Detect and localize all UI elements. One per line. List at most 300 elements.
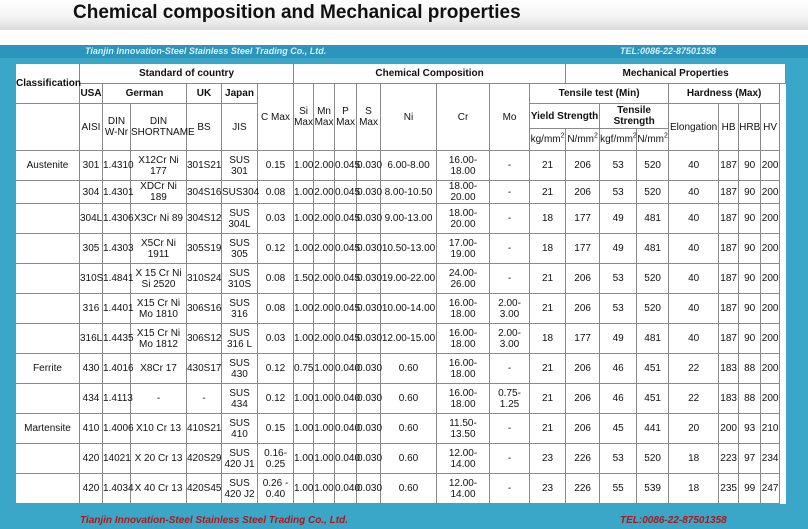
jis-cell: SUS 410: [222, 414, 258, 444]
p-max-cell: 0.040: [335, 354, 357, 384]
p-max-cell: 0.045: [335, 151, 357, 181]
s-max-cell: 0.030: [357, 384, 381, 414]
din-wnr-cell: 1.4301: [103, 181, 131, 204]
jis-cell: SUS 434: [222, 384, 258, 414]
yield-n-cell: 177: [566, 204, 600, 234]
table-row: [16, 151, 786, 181]
tensile-kgf-cell: 49: [600, 324, 637, 354]
bs-cell: 310S24: [187, 264, 222, 294]
cr-cell: 11.50-13.50: [437, 414, 490, 444]
tensile-n-cell: 451: [637, 384, 669, 414]
mn-max-cell: 2.00: [314, 294, 335, 324]
mn-max-cell: 1.00: [314, 384, 335, 414]
yield-n-cell: 177: [566, 234, 600, 264]
aisi-cell: 420: [80, 444, 103, 474]
mn-max-header: Mn Max: [314, 84, 335, 151]
ni-cell: 12.00-15.00: [381, 324, 437, 354]
din-shortname-cell: X3Cr Ni 89: [131, 204, 187, 234]
hb-cell: 200: [719, 414, 739, 444]
yield-n-cell: 206: [566, 384, 600, 414]
aisi-cell: 304: [80, 181, 103, 204]
hb-cell: 187: [719, 181, 739, 204]
hrb-cell: 88: [739, 354, 761, 384]
aisi-header: AISI: [80, 104, 103, 151]
table-row: [16, 204, 786, 234]
p-max-header: P Max: [335, 84, 357, 151]
ni-cell: 0.60: [381, 414, 437, 444]
jis-cell: SUS 304L: [222, 204, 258, 234]
bs-cell: 304S12: [187, 204, 222, 234]
tensile-n-cell: 451: [637, 354, 669, 384]
uk-header: UK: [187, 84, 222, 104]
si-max-header: Si Max: [294, 84, 314, 151]
table-body: [16, 151, 786, 504]
classification-cell: [16, 294, 80, 324]
tensile-kgf-cell: 49: [600, 204, 637, 234]
tensile-kgf-cell: 46: [600, 354, 637, 384]
s-max-cell: 0.030: [357, 474, 381, 504]
si-max-cell: 1.00: [294, 204, 314, 234]
yield-kg-cell: 21: [530, 414, 566, 444]
din-wnr-cell: 1.4113: [103, 384, 131, 414]
tensile-n-cell: 520: [637, 264, 669, 294]
aisi-cell: 420: [80, 474, 103, 504]
hv-cell: 200: [761, 384, 780, 414]
din-shortname-cell: X5Cr Ni 1911: [131, 234, 187, 264]
tensile-n-cell: 539: [637, 474, 669, 504]
yield-kg-cell: 21: [530, 181, 566, 204]
elongation-cell: 40: [669, 294, 719, 324]
ni-cell: 0.60: [381, 384, 437, 414]
s-max-header: S Max: [357, 84, 381, 151]
tensile-kgf-cell: 46: [600, 384, 637, 414]
bs-cell: 304S16: [187, 181, 222, 204]
hv-cell: 200: [761, 151, 780, 181]
cr-cell: 16.00-18.00: [437, 384, 490, 414]
p-max-cell: 0.040: [335, 414, 357, 444]
japan-header: Japan: [222, 84, 258, 104]
aisi-cell: 301: [80, 151, 103, 181]
ni-cell: 9.00-13.00: [381, 204, 437, 234]
jis-header: JIS: [222, 104, 258, 151]
yield-n-cell: 206: [566, 264, 600, 294]
p-max-cell: 0.040: [335, 474, 357, 504]
hv-cell: 247: [761, 474, 780, 504]
yield-kg-cell: 21: [530, 151, 566, 181]
c-max-cell: 0.08: [258, 264, 294, 294]
elongation-cell: 40: [669, 204, 719, 234]
mn-max-cell: 1.00: [314, 414, 335, 444]
elongation-cell: 22: [669, 354, 719, 384]
table-row: [16, 444, 786, 474]
din-shortname-cell: -: [131, 384, 187, 414]
ni-cell: 0.60: [381, 474, 437, 504]
cr-cell: 18.00-20.00: [437, 204, 490, 234]
unit-n-mm2: $N/mm^2$: [566, 129, 600, 151]
title-bar: [0, 0, 808, 30]
tensile-n-cell: 520: [637, 444, 669, 474]
hrb-header: HRB: [739, 104, 761, 151]
table-row: [16, 354, 786, 384]
s-max-cell: 0.030: [357, 354, 381, 384]
classification-cell: [16, 264, 80, 294]
classification-header: Classification: [16, 64, 80, 104]
mo-cell: -: [490, 151, 530, 181]
din-wnr-cell: 1.4303: [103, 234, 131, 264]
cr-cell: 12.00-14.00: [437, 444, 490, 474]
hrb-cell: 93: [739, 414, 761, 444]
s-max-cell: 0.030: [357, 324, 381, 354]
tensile-kgf-cell: 53: [600, 151, 637, 181]
din-shortname-cell: X 15 Cr Ni Si 2520: [131, 264, 187, 294]
hrb-cell: 90: [739, 324, 761, 354]
yield-n-cell: 206: [566, 294, 600, 324]
mo-cell: -: [490, 444, 530, 474]
hv-cell: 200: [761, 354, 780, 384]
aisi-cell: 410: [80, 414, 103, 444]
din-shortname-cell: X15 Cr Ni Mo 1812: [131, 324, 187, 354]
german-header: German: [103, 84, 187, 104]
classification-cell: [16, 204, 80, 234]
tensile-n-cell: 481: [637, 324, 669, 354]
ni-cell: 19.00-22.00: [381, 264, 437, 294]
si-max-cell: 1.00: [294, 474, 314, 504]
hb-header: HB: [719, 104, 739, 151]
cr-cell: 12.00-14.00: [437, 474, 490, 504]
tensile-test-header: Tensile test (Min): [530, 84, 669, 104]
yield-kg-cell: 21: [530, 294, 566, 324]
c-max-cell: 0.12: [258, 234, 294, 264]
yield-n-cell: 206: [566, 151, 600, 181]
hb-cell: 187: [719, 234, 739, 264]
jis-cell: SUS 305: [222, 234, 258, 264]
mn-max-cell: 2.00: [314, 204, 335, 234]
aisi-cell: 434: [80, 384, 103, 414]
ni-cell: 0.60: [381, 354, 437, 384]
mo-cell: -: [490, 264, 530, 294]
mo-cell: -: [490, 234, 530, 264]
bs-cell: 420S45: [187, 474, 222, 504]
p-max-cell: 0.040: [335, 384, 357, 414]
s-max-cell: 0.030: [357, 264, 381, 294]
hv-cell: 200: [761, 264, 780, 294]
yield-n-cell: 226: [566, 444, 600, 474]
si-max-cell: 0.75: [294, 354, 314, 384]
table-row: [16, 414, 786, 444]
p-max-cell: 0.045: [335, 204, 357, 234]
tensile-n-cell: 441: [637, 414, 669, 444]
aisi-cell: 430: [80, 354, 103, 384]
p-max-cell: 0.045: [335, 181, 357, 204]
classification-cell: Austenite: [16, 151, 80, 181]
hb-cell: 187: [719, 264, 739, 294]
c-max-cell: 0.12: [258, 384, 294, 414]
s-max-cell: 0.030: [357, 414, 381, 444]
bs-cell: 301S21: [187, 151, 222, 181]
elongation-cell: 40: [669, 264, 719, 294]
hrb-cell: 88: [739, 384, 761, 414]
mo-cell: 2.00-3.00: [490, 294, 530, 324]
jis-cell: SUS 316: [222, 294, 258, 324]
footer-company: Tianjin Innovation-Steel Stainless Steel Trading Co., Ltd.: [80, 515, 349, 526]
hb-cell: 187: [719, 324, 739, 354]
yield-kg-cell: 21: [530, 354, 566, 384]
din-shortname-cell: XDCr Ni 189: [131, 181, 187, 204]
unit-kgf-mm2: kgf/$mm^2$: [600, 129, 637, 151]
p-max-cell: 0.045: [335, 234, 357, 264]
tensile-kgf-cell: 49: [600, 234, 637, 264]
table-row: [16, 181, 786, 204]
yield-kg-cell: 21: [530, 384, 566, 414]
classification-cell: [16, 384, 80, 414]
chemical-header: Chemical Composition: [294, 64, 566, 84]
hrb-cell: 90: [739, 294, 761, 324]
cr-cell: 16.00-18.00: [437, 151, 490, 181]
mn-max-cell: 2.00: [314, 264, 335, 294]
elongation-cell: 18: [669, 474, 719, 504]
cr-cell: 24.00-26.00: [437, 264, 490, 294]
mn-max-cell: 2.00: [314, 234, 335, 264]
banner-company: Tianjin Innovation-Steel Stainless Steel Trading Co., Ltd.: [85, 46, 327, 56]
tensile-kgf-cell: 53: [600, 181, 637, 204]
classification-cell: Martensite: [16, 414, 80, 444]
din-shortname-cell: X8Cr 17: [131, 354, 187, 384]
usa-header: USA: [80, 84, 103, 104]
yield-n-cell: 206: [566, 354, 600, 384]
hv-cell: 200: [761, 204, 780, 234]
tensile-kgf-cell: 53: [600, 444, 637, 474]
mn-max-cell: 1.00: [314, 354, 335, 384]
hb-cell: 187: [719, 204, 739, 234]
elongation-cell: 22: [669, 384, 719, 414]
ni-cell: 8.00-10.50: [381, 181, 437, 204]
elongation-cell: 18: [669, 444, 719, 474]
elongation-cell: 40: [669, 181, 719, 204]
bs-cell: 410S21: [187, 414, 222, 444]
mo-cell: -: [490, 474, 530, 504]
hv-cell: 234: [761, 444, 780, 474]
ni-header: Ni: [381, 84, 437, 151]
mn-max-cell: 1.00: [314, 474, 335, 504]
table-row: [16, 384, 786, 414]
p-max-cell: 0.045: [335, 264, 357, 294]
hrb-cell: 97: [739, 444, 761, 474]
yield-kg-cell: 18: [530, 324, 566, 354]
p-max-cell: 0.045: [335, 294, 357, 324]
din-wnr-cell: 1.4310: [103, 151, 131, 181]
hrb-cell: 90: [739, 264, 761, 294]
elongation-cell: 40: [669, 324, 719, 354]
tensile-kgf-cell: 53: [600, 264, 637, 294]
mn-max-cell: 1.00: [314, 444, 335, 474]
si-max-cell: 1.00: [294, 384, 314, 414]
c-max-cell: 0.15: [258, 151, 294, 181]
din-wnr-cell: 1.4306: [103, 204, 131, 234]
cr-cell: 16.00-18.00: [437, 294, 490, 324]
banner-tel: TEL:0086-22-87501358: [620, 46, 717, 56]
table-row: [16, 324, 786, 354]
classification-cell: [16, 474, 80, 504]
jis-cell: SUS 420 J1: [222, 444, 258, 474]
mn-max-cell: 2.00: [314, 324, 335, 354]
hardness-header: Hardness (Max): [669, 84, 780, 104]
yield-kg-cell: 23: [530, 474, 566, 504]
aisi-cell: 305: [80, 234, 103, 264]
tensile-strength-header: Tensile Strength: [600, 104, 669, 129]
yield-n-cell: 177: [566, 324, 600, 354]
yield-kg-cell: 23: [530, 444, 566, 474]
classification-cell: [16, 324, 80, 354]
blank-header-cell: [16, 104, 80, 151]
bs-cell: 420S29: [187, 444, 222, 474]
s-max-cell: 0.030: [357, 151, 381, 181]
ni-cell: 10.50-13.00: [381, 234, 437, 264]
tensile-n-cell: 481: [637, 234, 669, 264]
cr-cell: 18.00-20.00: [437, 181, 490, 204]
elongation-cell: 40: [669, 151, 719, 181]
hb-cell: 223: [719, 444, 739, 474]
din-wnr-cell: 1.4006: [103, 414, 131, 444]
standard-header: Standard of country: [80, 64, 294, 84]
mo-cell: -: [490, 414, 530, 444]
mo-cell: -: [490, 204, 530, 234]
bs-cell: 430S17: [187, 354, 222, 384]
c-max-cell: 0.16-0.25: [258, 444, 294, 474]
ni-cell: 6.00-8.00: [381, 151, 437, 181]
si-max-cell: 1.00: [294, 414, 314, 444]
tensile-kgf-cell: 45: [600, 414, 637, 444]
s-max-cell: 0.030: [357, 204, 381, 234]
c-max-cell: 0.08: [258, 181, 294, 204]
table-row: [16, 234, 786, 264]
yield-strength-header: Yield Strength: [530, 104, 600, 129]
c-max-cell: 0.08: [258, 294, 294, 324]
cr-cell: 17.00-19.00: [437, 234, 490, 264]
elongation-header: Elongation: [669, 104, 719, 151]
page-title: Chemical composition and Mechanical properties: [73, 2, 521, 23]
jis-cell: SUS304: [222, 181, 258, 204]
din-shortname-cell: X 40 Cr 13: [131, 474, 187, 504]
bs-cell: 305S19: [187, 234, 222, 264]
si-max-cell: 1.00: [294, 444, 314, 474]
din-wnr-cell: 1.4841: [103, 264, 131, 294]
jis-cell: SUS 420 J2: [222, 474, 258, 504]
table-row: [16, 474, 786, 504]
footer-tel: TEL:0086-22-87501358: [620, 515, 727, 526]
yield-n-cell: 206: [566, 181, 600, 204]
hv-cell: 200: [761, 324, 780, 354]
c-max-cell: 0.12: [258, 354, 294, 384]
si-max-cell: 1.00: [294, 151, 314, 181]
bs-header: BS: [187, 104, 222, 151]
hb-cell: 183: [719, 384, 739, 414]
table-row: [16, 294, 786, 324]
mo-cell: 0.75-1.25: [490, 384, 530, 414]
elongation-cell: 40: [669, 234, 719, 264]
jis-cell: SUS 316 L: [222, 324, 258, 354]
aisi-cell: 304L: [80, 204, 103, 234]
unit-n-mm2: $N/mm^2$: [637, 129, 669, 151]
aisi-cell: 316L: [80, 324, 103, 354]
s-max-cell: 0.030: [357, 444, 381, 474]
tensile-n-cell: 520: [637, 294, 669, 324]
aisi-cell: 316: [80, 294, 103, 324]
tensile-kgf-cell: 55: [600, 474, 637, 504]
elongation-cell: 20: [669, 414, 719, 444]
si-max-cell: 1.00: [294, 294, 314, 324]
table-row: [16, 264, 786, 294]
s-max-cell: 0.030: [357, 234, 381, 264]
din-wnr-cell: 1.4034: [103, 474, 131, 504]
din-wnr-cell: 14021: [103, 444, 131, 474]
footer-bar: [0, 514, 808, 529]
si-max-cell: 1.00: [294, 324, 314, 354]
din-shortname-cell: X 20 Cr 13: [131, 444, 187, 474]
cr-cell: 16.00-18.00: [437, 324, 490, 354]
mo-header: Mo: [490, 84, 530, 151]
aisi-cell: 310S: [80, 264, 103, 294]
mo-cell: -: [490, 181, 530, 204]
bs-cell: 306S16: [187, 294, 222, 324]
classification-cell: [16, 444, 80, 474]
yield-n-cell: 226: [566, 474, 600, 504]
hv-header: HV: [761, 104, 780, 151]
hb-cell: 187: [719, 151, 739, 181]
yield-n-cell: 206: [566, 414, 600, 444]
top-banner: [0, 45, 808, 58]
tensile-n-cell: 520: [637, 181, 669, 204]
din-shortname-cell: X12Cr Ni 177: [131, 151, 187, 181]
yield-kg-cell: 21: [530, 264, 566, 294]
hrb-cell: 90: [739, 204, 761, 234]
mo-cell: -: [490, 354, 530, 384]
tensile-n-cell: 520: [637, 151, 669, 181]
unit-kg-mm2: $kg/mm^2$: [530, 129, 566, 151]
si-max-cell: 1.00: [294, 181, 314, 204]
si-max-cell: 1.50: [294, 264, 314, 294]
tensile-n-cell: 481: [637, 204, 669, 234]
hb-cell: 183: [719, 354, 739, 384]
classification-cell: [16, 181, 80, 204]
mo-cell: 2.00-3.00: [490, 324, 530, 354]
c-max-cell: 0.03: [258, 324, 294, 354]
c-max-cell: 0.26 - 0.40: [258, 474, 294, 504]
classification-cell: [16, 234, 80, 264]
din-shortname-cell: X15 Cr Ni Mo 1810: [131, 294, 187, 324]
ni-cell: 10.00-14.00: [381, 294, 437, 324]
hrb-cell: 99: [739, 474, 761, 504]
mn-max-cell: 2.00: [314, 181, 335, 204]
hv-cell: 200: [761, 294, 780, 324]
hb-cell: 187: [719, 294, 739, 324]
yield-kg-cell: 18: [530, 234, 566, 264]
bs-cell: 306S12: [187, 324, 222, 354]
din-wnr-cell: 1.4435: [103, 324, 131, 354]
hb-cell: 235: [719, 474, 739, 504]
p-max-cell: 0.040: [335, 444, 357, 474]
din-shortname-header: DIN SHORTNAME: [131, 104, 187, 151]
din-wnr-cell: 1.4016: [103, 354, 131, 384]
cr-header: Cr: [437, 84, 490, 151]
hrb-cell: 90: [739, 234, 761, 264]
tensile-kgf-cell: 53: [600, 294, 637, 324]
c-max-header: C Max: [258, 84, 294, 151]
bs-cell: -: [187, 384, 222, 414]
classification-cell: Ferrite: [16, 354, 80, 384]
din-wnr-header: DIN W-Nr: [103, 104, 131, 151]
c-max-cell: 0.03: [258, 204, 294, 234]
spec-table: [15, 63, 786, 504]
